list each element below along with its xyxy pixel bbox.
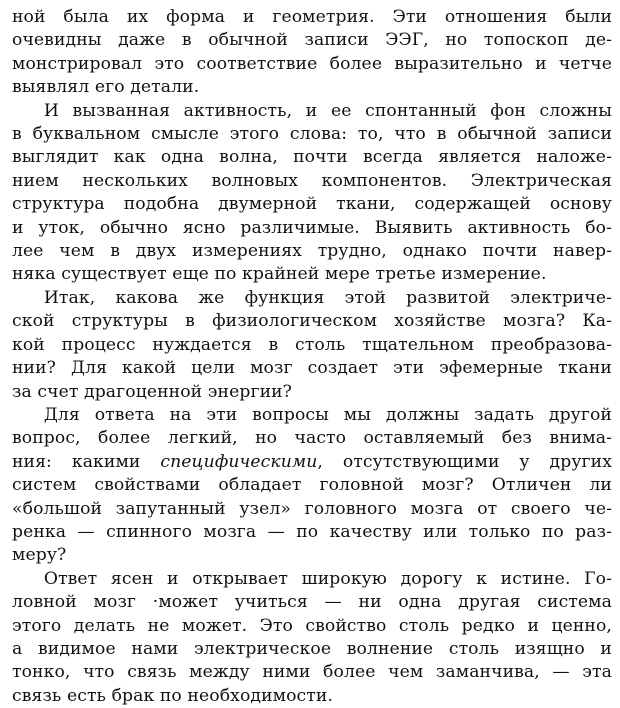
paragraph-2 bbox=[12, 100, 612, 287]
text-line: ловной мозг ·может учиться — ни одна другая система bbox=[12, 592, 612, 613]
text-line-with-emphasis bbox=[12, 451, 612, 474]
text-line: Для ответа на эти вопросы мы должны задать другой bbox=[43, 404, 612, 425]
text-line: кой процесс нуждается в столь тщательном преобразова- bbox=[12, 334, 612, 355]
text-line: монстрировал это соответствие более выразительно и четче bbox=[12, 53, 612, 74]
body-text bbox=[12, 6, 612, 708]
text-line: Ответ ясен и открывает широкую дорогу к истине. Го- bbox=[43, 568, 612, 589]
text-line: за счет драгоценной энергии? bbox=[12, 381, 292, 402]
text-line: а видимое нами электрическое волнение столь изящно и bbox=[12, 638, 612, 659]
text-line: связь есть брак по необходимости. bbox=[12, 685, 334, 706]
text-line: выглядит как одна волна, почти всегда является наложе- bbox=[12, 147, 612, 168]
text-line: структура подобна двумерной ткани, содержащей основу bbox=[12, 194, 612, 215]
paragraph-3 bbox=[12, 287, 612, 404]
paragraph-4 bbox=[12, 404, 612, 568]
text-line: систем свойствами обладает головной мозг? Отличен ли bbox=[12, 475, 612, 496]
text-line: этого делать не может. Это свойство столь редко и ценно, bbox=[12, 615, 612, 636]
text-line: вопрос, более легкий, но часто оставляемый без внима- bbox=[12, 428, 612, 449]
text-line: ренка — спинного мозга — по качеству или только по раз- bbox=[12, 521, 612, 542]
text-line: в буквальном смысле этого слова: то, что в обычной записи bbox=[12, 124, 612, 145]
text-line: «большой запутанный узел» головного мозга от своего че- bbox=[12, 498, 612, 519]
text-line: няка существует еще по крайней мере третье измерение. bbox=[12, 264, 547, 285]
emphasized-word: специфическими bbox=[160, 451, 318, 472]
text-line: тонко, что связь между ними более чем заманчива, — эта bbox=[12, 662, 612, 683]
paragraph-5 bbox=[12, 568, 612, 708]
text-line: выявлял его детали. bbox=[12, 77, 200, 98]
text-line: и уток, обычно ясно различимые. Выявить активность бо- bbox=[12, 217, 612, 238]
text-line: ской структуры в физиологическом хозяйстве мозга? Ка- bbox=[12, 311, 612, 332]
paragraph-1 bbox=[12, 6, 612, 100]
text-line: ной была их форма и геометрия. Эти отношения были bbox=[12, 7, 612, 27]
text-line: И вызванная активность, и ее спонтанный фон сложны bbox=[43, 100, 612, 121]
text-line: меру? bbox=[12, 545, 67, 566]
text-line: очевидны даже в обычной записи ЭЭГ, но топоскоп де- bbox=[12, 30, 612, 51]
text-line: нии? Для какой цели мозг создает эти эфемерные ткани bbox=[12, 358, 612, 379]
text-line: нием нескольких волновых компонентов. Электрическая bbox=[12, 170, 612, 191]
text-line: Итак, какова же функция этой развитой электриче- bbox=[43, 287, 612, 308]
text-line: лее чем в двух измерениях трудно, однако почти навер- bbox=[12, 241, 612, 262]
text-segment: , отсутствующими у других bbox=[317, 451, 612, 472]
text-segment: ния: какими bbox=[12, 451, 161, 472]
